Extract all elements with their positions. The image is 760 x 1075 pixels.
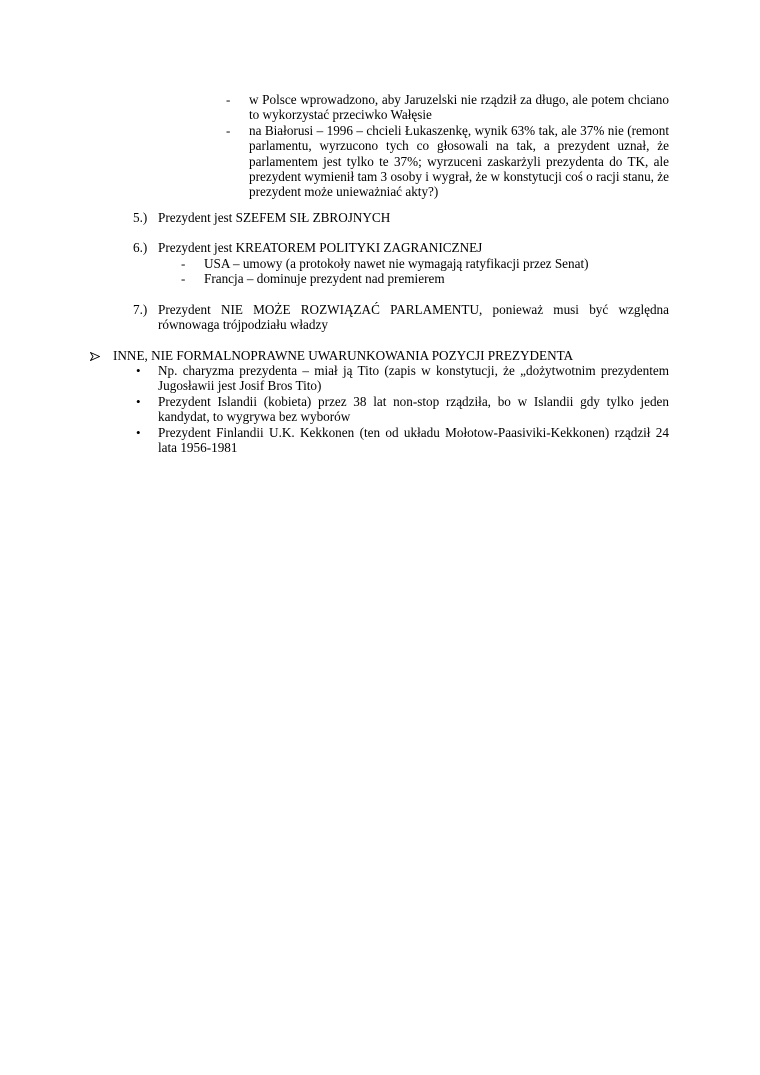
list-item-text: Np. charyzma prezydenta – miał ją Tito (zapis w konstytucji, że „dożytwotnim prezydentem Jugosławii jest Josif Bros Tito) (158, 363, 669, 394)
list-item (226, 123, 669, 200)
list-item-text: USA – umowy (a protokoły nawet nie wymagają ratyfikacji przez Senat) (204, 256, 589, 271)
item-number: 5.) (133, 210, 148, 225)
dash-list (226, 92, 669, 200)
list-item-text: w Polsce wprowadzono, aby Jaruzelski nie rządził za długo, ale potem chciano to wykorzystać przeciwko Wałęsie (249, 92, 669, 123)
dash-marker: - (181, 271, 186, 287)
list-item (226, 92, 669, 123)
list-item-text: Prezydent Finlandii U.K. Kekkonen (ten od układu Mołotow-Paasiviki-Kekkonen) rządził 24 lata 1956-1981 (158, 424, 669, 456)
dash-marker: - (181, 256, 186, 271)
list-item (90, 348, 669, 363)
list-item (135, 425, 669, 456)
list-item (133, 210, 669, 225)
list-item-text: na Białorusi – 1996 – chcieli Łukaszenkę, wynik 63% tak, ale 37% nie (remont parlamentu, wyrzucono tych co głosowali na tak, a prezydent uznał, że parlamentem jest tylko te 37%; wyrzuceni zaskarżyli prezydenta do TK, ale prezydent wymienił tam 3 osoby i wygrał, że w konstytucji coś o racji stanu, że prezydent może unieważniać akty?) (249, 122, 669, 200)
list-item-text: Prezydent jest SZEFEM SIŁ ZBROJNYCH (158, 210, 391, 225)
numbered-item-6 (133, 240, 669, 255)
section-heading (90, 348, 669, 363)
dash-sublist (181, 256, 669, 287)
bullet-marker: • (136, 363, 141, 378)
dash-marker: - (226, 122, 231, 138)
list-item (181, 256, 669, 271)
list-item (133, 302, 669, 333)
bullet-list (135, 363, 669, 455)
arrow-bullet-icon (90, 348, 100, 361)
item-number: 6.) (133, 240, 148, 255)
list-item-text: Prezydent Islandii (kobieta) przez 38 lat non-stop rządziła, bo w Islandii gdy tylko jeden kandydat, to wygrywa bez wyborów (158, 393, 669, 425)
numbered-item-7 (133, 302, 669, 333)
bullet-marker: • (136, 424, 141, 440)
list-item (135, 363, 669, 394)
item-number: 7.) (133, 302, 148, 317)
section-heading-text: INNE, NIE FORMALNOPRAWNE UWARUNKOWANIA POZYCJI PREZYDENTA (113, 348, 574, 363)
dash-marker: - (226, 92, 231, 107)
bullet-marker: • (136, 393, 141, 409)
list-item (181, 271, 669, 286)
list-item-text: Prezydent NIE MOŻE ROZWIĄZAĆ PARLAMENTU, ponieważ musi być względna równowaga trójpodziału władzy (158, 302, 669, 333)
list-item (133, 240, 669, 255)
list-item-text: Francja – dominuje prezydent nad premierem (204, 271, 445, 287)
numbered-item-5 (133, 210, 669, 225)
list-item (135, 394, 669, 425)
list-item-text: Prezydent jest KREATOREM POLITYKI ZAGRANICZNEJ (158, 240, 483, 255)
